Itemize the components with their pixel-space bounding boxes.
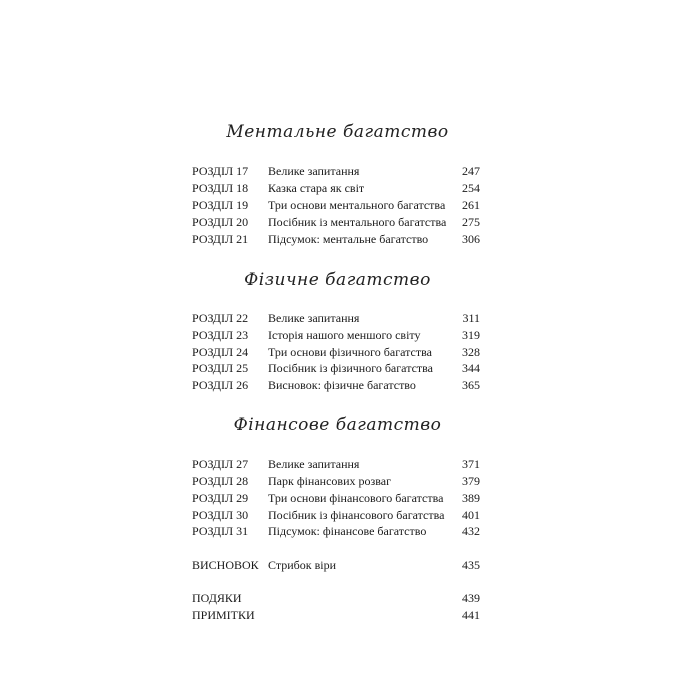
toc-row[interactable] (192, 180, 480, 196)
chapter-label: РОЗДІЛ 22 (192, 311, 249, 325)
page-number: 328 (462, 345, 480, 359)
chapter-title: Висновок: фізичне багатство (268, 378, 416, 392)
chapter-title: Стрибок віри (268, 558, 337, 572)
page-number: 371 (462, 457, 480, 471)
chapter-label: РОЗДІЛ 18 (192, 181, 249, 195)
page-number: 247 (462, 164, 480, 178)
chapter-label: РОЗДІЛ 31 (192, 524, 249, 538)
page-number: 401 (462, 508, 480, 522)
chapter-title: Велике запитання (268, 164, 360, 178)
chapter-label: ПРИМІТКИ (192, 608, 255, 622)
page-number: 254 (462, 181, 480, 195)
page-number: 306 (462, 232, 480, 246)
chapter-title: Посібник із фінансового багатства (268, 508, 445, 522)
chapter-title: Посібник із фізичного багатства (268, 361, 433, 375)
page-number: 275 (462, 215, 480, 229)
toc-row-conclusion[interactable] (192, 557, 480, 573)
toc-row[interactable] (192, 310, 480, 326)
chapter-title: Підсумок: фінансове багатство (268, 524, 427, 538)
page-number: 344 (462, 361, 480, 375)
section-title-mental: Ментальне багатство (226, 122, 449, 142)
page-number: 441 (462, 608, 480, 622)
toc-row[interactable] (192, 360, 480, 376)
page-number: 432 (462, 524, 480, 538)
chapter-label: РОЗДІЛ 28 (192, 474, 249, 488)
chapter-label: РОЗДІЛ 27 (192, 457, 249, 471)
toc-row[interactable] (192, 456, 480, 472)
section-title-physical: Фізичне багатство (244, 270, 431, 290)
chapter-title: Велике запитання (268, 457, 360, 471)
page-number: 439 (462, 591, 480, 605)
chapter-title: Казка стара як світ (268, 181, 365, 195)
chapter-title: Три основи ментального багатства (268, 198, 446, 212)
page-number: 311 (462, 311, 480, 325)
chapter-title: Три основи фінансового багатства (268, 491, 444, 505)
page-number: 435 (462, 558, 480, 572)
page-number: 379 (462, 474, 480, 488)
chapter-label: РОЗДІЛ 20 (192, 215, 249, 229)
chapter-label: РОЗДІЛ 21 (192, 232, 249, 246)
chapter-title: Підсумок: ментальне багатство (268, 232, 429, 246)
page-number: 319 (462, 328, 480, 342)
toc-row[interactable] (192, 197, 480, 213)
chapter-label: РОЗДІЛ 23 (192, 328, 249, 342)
chapter-title: Посібник із ментального багатства (268, 215, 447, 229)
chapter-label: ПОДЯКИ (192, 591, 242, 605)
chapter-label: РОЗДІЛ 17 (192, 164, 249, 178)
toc-row[interactable] (192, 327, 480, 343)
page-number: 261 (462, 198, 480, 212)
chapter-label: ВИСНОВОК (192, 558, 259, 572)
toc-row[interactable] (192, 473, 480, 489)
chapter-title: Парк фінансових розваг (268, 474, 392, 488)
chapter-label: РОЗДІЛ 26 (192, 378, 249, 392)
toc-row[interactable] (192, 377, 480, 393)
toc-row[interactable] (192, 163, 480, 179)
chapter-label: РОЗДІЛ 19 (192, 198, 249, 212)
chapter-title: Історія нашого меншого світу (268, 328, 421, 342)
section-title-financial: Фінансове багатство (233, 415, 442, 435)
toc-row-acknowledgements[interactable] (192, 590, 480, 606)
toc-row-notes[interactable] (192, 607, 480, 623)
chapter-label: РОЗДІЛ 29 (192, 491, 249, 505)
toc-row[interactable] (192, 523, 480, 539)
toc-row[interactable] (192, 344, 480, 360)
page-number: 389 (462, 491, 480, 505)
toc-row[interactable] (192, 490, 480, 506)
chapter-title: Велике запитання (268, 311, 360, 325)
chapter-label: РОЗДІЛ 25 (192, 361, 249, 375)
toc-row[interactable] (192, 507, 480, 523)
page-number: 365 (462, 378, 480, 392)
toc-row[interactable] (192, 214, 480, 230)
chapter-title: Три основи фізичного багатства (268, 345, 432, 359)
chapter-label: РОЗДІЛ 30 (192, 508, 249, 522)
toc-row[interactable] (192, 231, 480, 247)
chapter-label: РОЗДІЛ 24 (192, 345, 249, 359)
